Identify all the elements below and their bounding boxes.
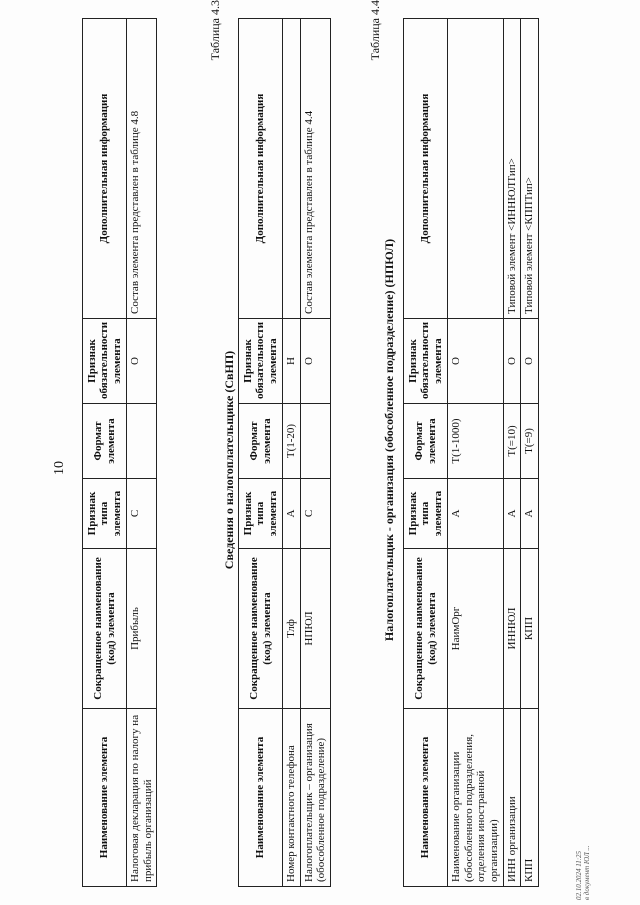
table-2: [238, 18, 331, 887]
table-2-header-row: [239, 19, 283, 887]
column-header: Признак обязательности элемента: [83, 319, 127, 404]
table-cell: Состав элемента представлен в таблице 4.4: [300, 19, 330, 319]
table-cell: [448, 19, 504, 319]
table-cell: С: [127, 479, 157, 549]
table-cell: Номер контактного телефона: [283, 709, 301, 887]
table-cell: T(=9): [521, 404, 539, 479]
document-stamp: [575, 780, 592, 900]
table-2-title-wrapper: [222, 280, 237, 640]
table-cell: О: [503, 319, 521, 404]
column-header: Дополнительная информация: [239, 19, 283, 319]
table-cell: Типовой элемент <ИННЮЛТип>: [503, 19, 521, 319]
table-cell: Состав элемента представлен в таблице 4.8: [127, 19, 157, 319]
column-header: Формат элемента: [239, 404, 283, 479]
table-cell: КПП: [521, 549, 539, 709]
table-cell: А: [283, 479, 301, 549]
table-row: [521, 19, 539, 887]
column-header: Признак обязательности элемента: [239, 319, 283, 404]
table-cell: [127, 404, 157, 479]
table-cell: T(1-1000): [448, 404, 504, 479]
page-number: 10: [52, 461, 67, 475]
table-cell: О: [521, 319, 539, 404]
table-1: [82, 18, 157, 887]
column-header: Наименование элемента: [239, 709, 283, 887]
table-row: [127, 19, 157, 887]
table-1-header-row: [83, 19, 127, 887]
column-header: Формат элемента: [83, 404, 127, 479]
table-2-title: Сведения о налогоплательщике (СвНП): [222, 350, 236, 570]
column-header: Признак типа элемента: [83, 479, 127, 549]
column-header: Признак обязательности элемента: [404, 319, 448, 404]
table-cell: О: [448, 319, 504, 404]
table-2-number: Таблица 4.3: [208, 0, 222, 61]
column-header: Наименование элемента: [83, 709, 127, 887]
table-2-wrapper: [238, 19, 331, 887]
table-cell: НПЮЛ: [300, 549, 330, 709]
table-row: [300, 19, 330, 887]
table-cell: Н: [283, 319, 301, 404]
table-2-caption-wrapper: [208, 0, 223, 120]
table-3: [403, 18, 539, 887]
table-cell: Налогоплательщик – организация (обособленное подразделение): [300, 709, 330, 887]
table-row: [448, 19, 504, 887]
stamp-line-2: в документ ЮЛ ...: [583, 845, 592, 900]
column-header: Сокращенное наименование (код) элемента: [404, 549, 448, 709]
table-cell: T(1-20): [283, 404, 301, 479]
table-cell: А: [448, 479, 504, 549]
table-3-header-row: [404, 19, 448, 887]
column-header: Сокращенное наименование (код) элемента: [83, 549, 127, 709]
table-3-title-wrapper: [382, 180, 397, 700]
table-cell: НаимОрг: [448, 549, 504, 709]
table-cell: Прибыль: [127, 549, 157, 709]
table-row: [503, 19, 521, 887]
column-header: Формат элемента: [404, 404, 448, 479]
column-header: Наименование элемента: [404, 709, 448, 887]
table-cell: ИНН организации: [503, 709, 521, 887]
table-3-caption-wrapper: [368, 0, 383, 120]
table-cell: Тлф: [283, 549, 301, 709]
column-header: Дополнительная информация: [83, 19, 127, 319]
table-cell: T(=10): [503, 404, 521, 479]
column-header: Сокращенное наименование (код) элемента: [239, 549, 283, 709]
table-cell: Наименование организации (обособленного подразделения, отделения иностранной организации): [448, 709, 504, 887]
column-header: Признак типа элемента: [239, 479, 283, 549]
table-cell: А: [503, 479, 521, 549]
table-1-wrapper: [82, 19, 157, 887]
stamp-line-1: 02.10.2024 11:25: [575, 850, 583, 900]
table-3-title: Налогоплательщик - организация (обособленное подразделение) (НПЮЛ): [382, 238, 396, 642]
table-cell: КПП: [521, 709, 539, 887]
table-cell: Типовой элемент <КППТип>: [521, 19, 539, 319]
column-header: Дополнительная информация: [404, 19, 448, 319]
table-cell: Налоговая декларация по налогу на прибыль организаций: [127, 709, 157, 887]
table-cell: [300, 404, 330, 479]
table-3-wrapper: [403, 19, 539, 887]
column-header: Признак типа элемента: [404, 479, 448, 549]
table-cell: А: [521, 479, 539, 549]
table-cell: [283, 19, 301, 319]
table-cell: С: [300, 479, 330, 549]
table-row: [283, 19, 301, 887]
table-cell: ИННЮЛ: [503, 549, 521, 709]
table-3-number: Таблица 4.4: [368, 0, 382, 61]
table-cell: О: [127, 319, 157, 404]
table-cell: О: [300, 319, 330, 404]
